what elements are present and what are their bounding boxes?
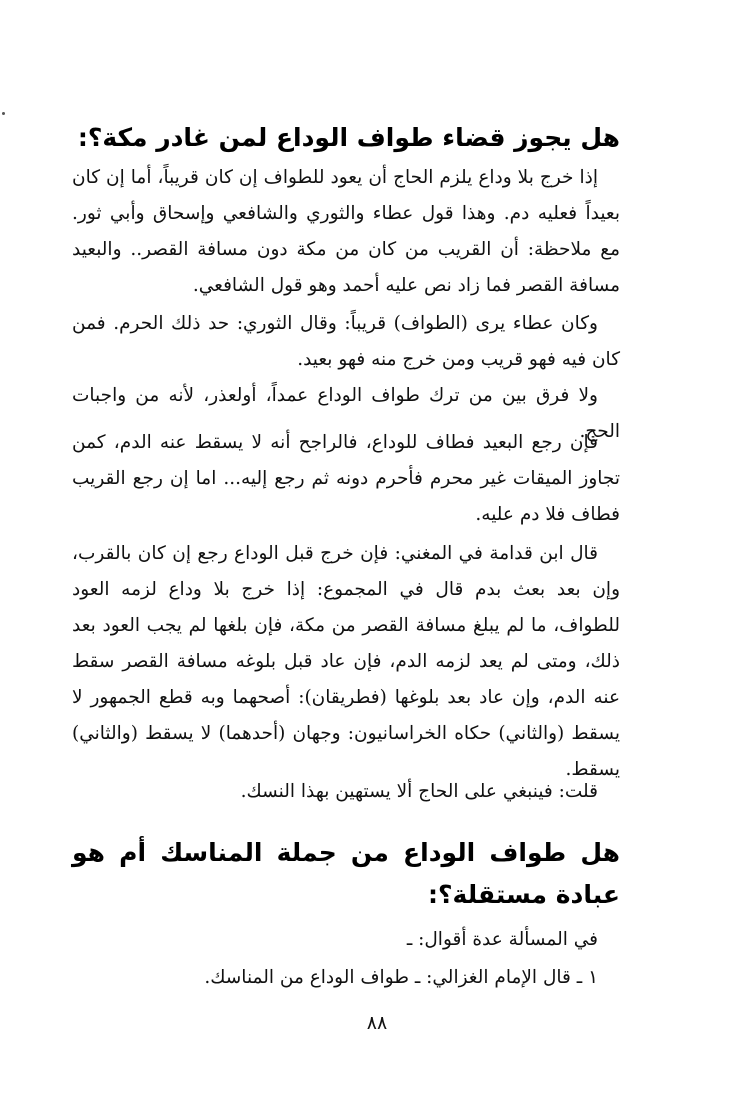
paragraph-no-difference: ولا فرق بين من ترك طواف الوداع عمداً، أولعذر، لأنه من واجبات الحج. <box>72 385 620 442</box>
paragraph-return-rule: إذا خرج بلا وداع يلزم الحاج أن يعود للطواف إن كان قريباً، أما إن كان بعيداً فعليه دم. وهذا قول عطاء والثوري والشافعي وإسحاق وأبي ثور. مع ملاحظة: أن القريب من كان من مكة دون مسافة القصر.. والبعيد مسافة القصر فما زاد نص عليه أحمد وهو قول الشافعي. <box>72 167 620 296</box>
paragraph-opinions-intro: في المسألة عدة أقوال: ـ <box>406 929 598 950</box>
paragraph-return-of-far: فإن رجع البعيد فطاف للوداع، فالراجح أنه لا يسقط عنه الدم، كمن تجاوز الميقات غير محرم فأحرم دونه ثم رجع إليه... اما إن رجع القريب فطاف فلا دم عليه. <box>72 432 620 525</box>
paragraph-opinion-ghazali: ١ ـ قال الإمام الغزالي: ـ طواف الوداع من المناسك. <box>204 967 598 988</box>
section-heading-farewell-tawaf-makeup: هل يجوز قضاء طواف الوداع لمن غادر مكة؟: <box>77 123 620 152</box>
paragraph-author-note: قلت: فينبغي على الحاج ألا يستهين بهذا النسك. <box>240 781 598 802</box>
paragraph-near-definition: وكان عطاء يرى (الطواف) قريباً: وقال الثوري: حد ذلك الحرم. فمن كان فيه فهو قريب ومن خرج منه فهو بعيد. <box>72 313 620 370</box>
page-number: ٨٨ <box>366 1012 388 1034</box>
book-page <box>72 0 620 1108</box>
section-heading-farewell-tawaf-status: هل طواف الوداع من جملة المناسك أم هو عبادة مستقلة؟: <box>72 838 620 909</box>
paragraph-ibn-qudama: قال ابن قدامة في المغني: فإن خرج قبل الوداع رجع إن كان بالقرب، وإن بعد بعث بدم قال في المجموع: إذا خرج بلا وداع لزمه العود للطواف، ما لم يبلغ مسافة القصر من مكة، فإن بلغها لم يجب العود بعد ذلك، ومتى لم يعد لزمه الدم، فإن عاد قبل بلوغه مسافة القصر سقط عنه الدم، وإن عاد بعد بلوغها (فطريقان): أصحهما وبه قطع الجمهور لا يسقط (والثاني) حكاه الخراسانيون: وجهان (أحدهما) لا يسقط (والثاني) يسقط. <box>72 543 620 780</box>
margin-mark <box>2 112 5 115</box>
